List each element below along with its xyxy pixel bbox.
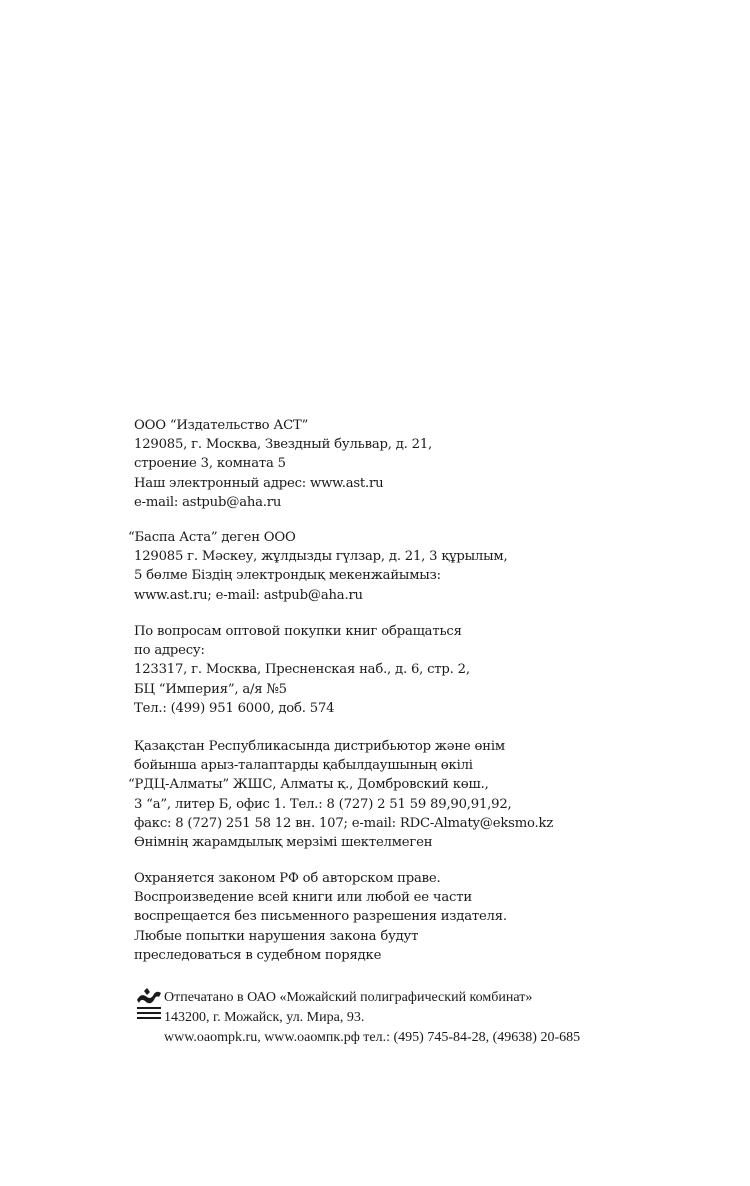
printer-line: 143200, г. Можайск, ул. Мира, 93.	[164, 1010, 365, 1025]
kazakhstan-line: Қазақстан Республикасында дистрибьютор және өнім	[134, 739, 505, 754]
publisher-ru-line: строение 3, комната 5	[134, 456, 286, 472]
copyright-line: воспрещается без письменного разрешения издателя.	[134, 909, 507, 925]
wholesale-line: По вопросам оптовой покупки книг обращаться	[134, 624, 462, 639]
publisher-ru-line: e-mail: astpub@aha.ru	[134, 494, 282, 510]
copyright-line: Любые попытки нарушения закона будут	[134, 928, 419, 944]
copyright-line: Воспроизведение всей книги или любой ее части	[134, 890, 472, 906]
copyright-block	[134, 869, 694, 965]
publisher-ru-line: ООО “Издательство АСТ”	[134, 418, 309, 433]
publisher-kz-line: 129085 г. Мәскеу, жұлдызды гүлзар, д. 21, 3 құрылым,	[134, 549, 508, 565]
publisher-kz-line: www.ast.ru; e-mail: astpub@aha.ru	[134, 587, 363, 603]
publisher-ru-block	[134, 416, 694, 512]
wholesale-line: Тел.: (499) 951 6000, доб. 574	[134, 700, 335, 716]
wholesale-block	[134, 622, 694, 718]
publisher-ru-line: 129085, г. Москва, Звездный бульвар, д. 21,	[134, 437, 433, 453]
printing-house-logo-icon	[134, 988, 164, 1022]
printer-text	[164, 988, 580, 1048]
publisher-kz-line: “Баспа Аста” деген ООО	[128, 530, 296, 545]
publisher-kz-line: 5 бөлме Біздің электрондық мекенжайымыз:	[134, 568, 441, 584]
publisher-ru-line: Наш электронный адрес: www.ast.ru	[134, 475, 384, 491]
printer-line: Отпечатано в ОАО «Можайский полиграфический комбинат»	[164, 990, 533, 1005]
kazakhstan-line: 3 “а”, литер Б, офис 1. Тел.: 8 (727) 2 51 59 89,90,91,92,	[134, 796, 512, 812]
kazakhstan-line: бойынша арыз-талаптарды қабылдаушының өкілі	[134, 758, 473, 774]
wholesale-line: БЦ “Империя”, а/я №5	[134, 681, 287, 697]
copyright-line: преследоваться в судебном порядке	[134, 947, 382, 963]
kazakhstan-distributor-block	[128, 737, 694, 852]
kazakhstan-line: “РДЦ-Алматы” ЖШС, Алматы қ., Домбровский көш.,	[128, 777, 489, 793]
copyright-line: Охраняется законом РФ об авторском праве.	[134, 871, 441, 886]
wholesale-line: по адресу:	[134, 643, 205, 659]
publisher-kz-block	[128, 528, 688, 605]
wholesale-line: 123317, г. Москва, Пресненская наб., д. 6, стр. 2,	[134, 662, 470, 678]
kazakhstan-line: факс: 8 (727) 251 58 12 вн. 107; e-mail: RDC-Almaty@eksmo.kz	[134, 815, 554, 831]
printer-line: www.oaompk.ru, www.оаомпк.рф тел.: (495) 745-84-28, (49638) 20-685	[164, 1030, 581, 1045]
kazakhstan-line: Өнімнің жарамдылық мерзімі шектелмеген	[134, 835, 433, 851]
